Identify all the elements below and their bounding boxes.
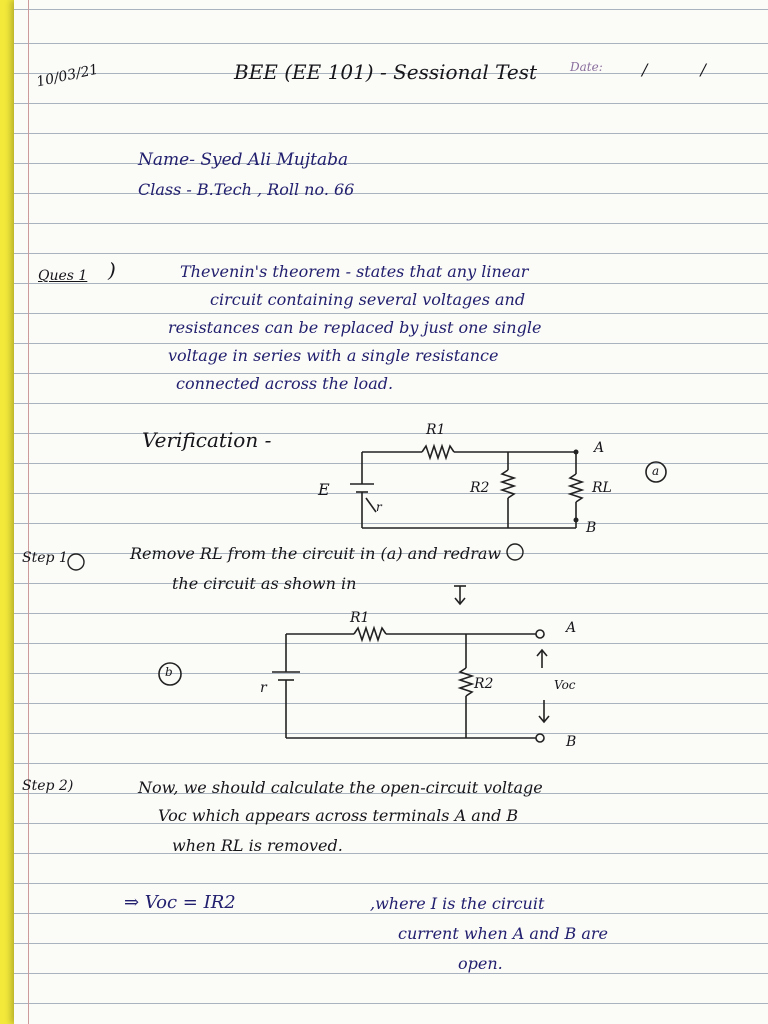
tag-b: b xyxy=(165,665,173,679)
circuit-a-wires xyxy=(350,446,582,528)
label-a-b: A xyxy=(566,620,577,636)
page-title: BEE (EE 101) - Sessional Test xyxy=(234,60,538,84)
label-b-a: B xyxy=(586,520,597,536)
question-line-4: voltage in series with a single resistance xyxy=(168,346,499,365)
label-e-a: E xyxy=(318,480,330,499)
notebook-page xyxy=(14,0,768,1024)
label-r-a: r xyxy=(376,500,382,514)
circuit-b-wires xyxy=(272,586,549,738)
label-rl-a: RL xyxy=(592,480,612,496)
label-r1-b: R1 xyxy=(350,610,370,626)
ref-a-circle xyxy=(507,544,523,560)
formula-note-1: ,where I is the circuit xyxy=(370,894,545,913)
question-line-5: connected across the load. xyxy=(176,374,394,393)
terminal-a-dot xyxy=(574,450,579,455)
formula-note-3: open. xyxy=(458,954,503,973)
step2-line-2: Voc which appears across terminals A and B xyxy=(158,806,519,825)
terminal-b-dot xyxy=(574,518,579,523)
question-line-3: resistances can be replaced by just one single xyxy=(168,318,542,337)
step2-line-3: when RL is removed. xyxy=(172,836,343,855)
step1-line-1: Remove RL from the circuit in (a) and redraw xyxy=(130,544,502,563)
label-r2-a: R2 xyxy=(470,480,490,496)
name-line: Name- Syed Ali Mujtaba xyxy=(138,150,349,170)
label-a-a: A xyxy=(594,440,605,456)
formula-note-2: current when A and B are xyxy=(398,924,609,943)
date-slashes: / / xyxy=(642,60,730,79)
question-label: Ques 1 xyxy=(38,268,88,284)
step2-line-1: Now, we should calculate the open-circuit voltage xyxy=(138,778,543,797)
label-r2-b: R2 xyxy=(474,676,494,692)
question-line-2: circuit containing several voltages and xyxy=(210,290,526,309)
voc-equation: ⇒ Voc = IR2 xyxy=(124,892,236,913)
question-bracket: ) xyxy=(108,258,116,282)
date-text: 10/03/21 xyxy=(35,61,100,91)
question-line-1: Thevenin's theorem - states that any linear xyxy=(180,262,529,281)
label-b-b: B xyxy=(566,734,577,750)
terminal-b-open xyxy=(536,734,544,742)
step2-label: Step 2) xyxy=(22,778,74,794)
step1-circle xyxy=(68,554,84,570)
terminal-a-open xyxy=(536,630,544,638)
circuit-diagrams xyxy=(14,0,768,1024)
step1-line-2: the circuit as shown in xyxy=(172,574,357,593)
date-label: Date: xyxy=(570,60,603,74)
verification-heading: Verification - xyxy=(142,428,272,452)
label-r-b: r xyxy=(260,680,267,696)
class-line: Class - B.Tech , Roll no. 66 xyxy=(138,180,355,199)
tag-a: a xyxy=(652,464,660,478)
label-r1-a: R1 xyxy=(426,422,446,438)
label-voc-b: Voc xyxy=(554,678,576,692)
step1-label: Step 1 xyxy=(22,550,68,566)
